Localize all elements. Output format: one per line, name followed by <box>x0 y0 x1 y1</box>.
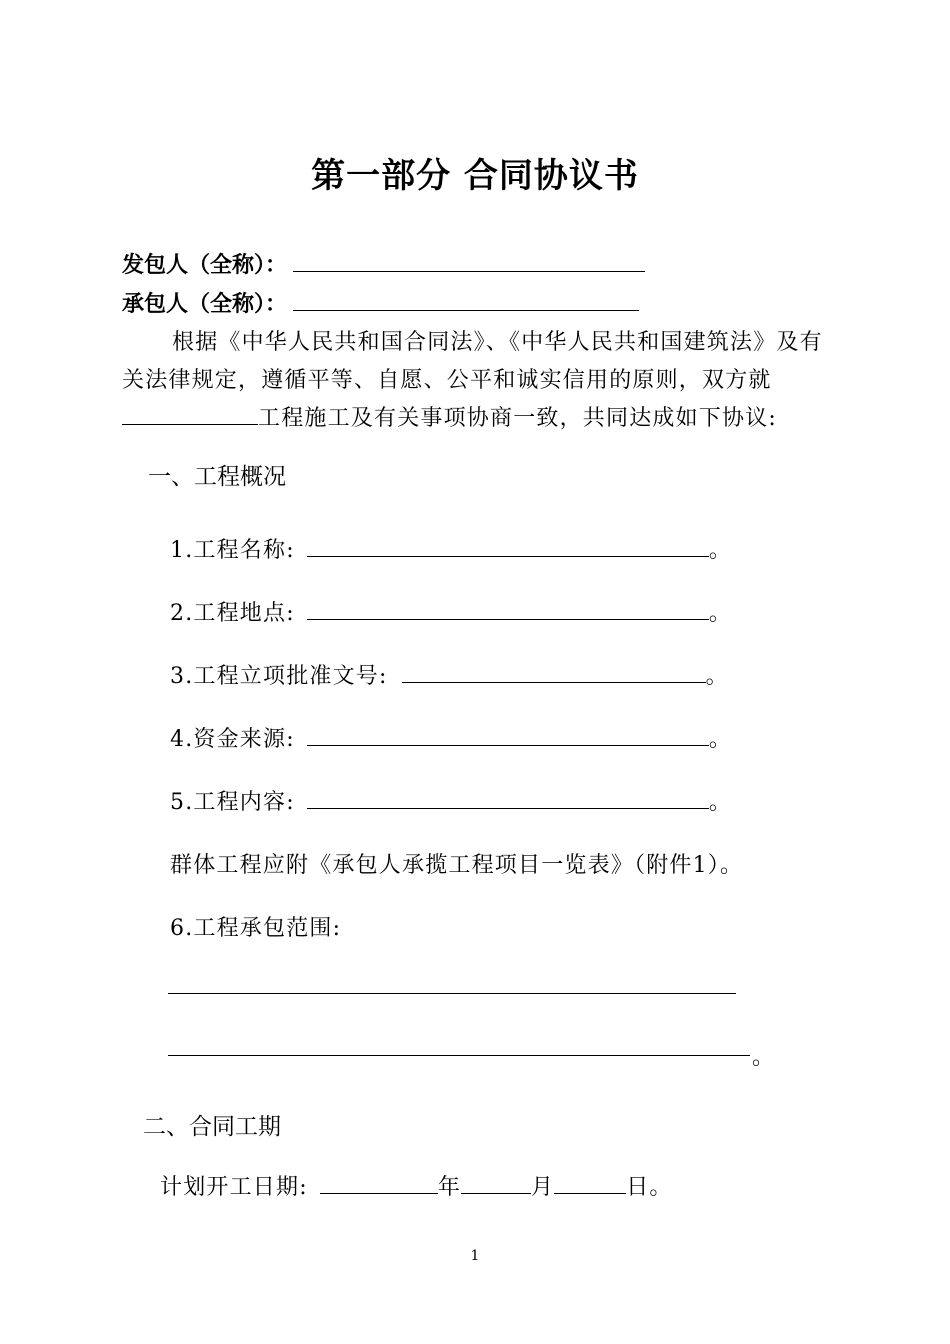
item-label: 1.工程名称: <box>170 538 295 563</box>
intro-line-1: 根据《中华人民共和国合同法》、《中华人民共和国建筑法》及有 <box>172 330 823 355</box>
employer-name-blank[interactable] <box>293 249 645 272</box>
item-label: 3.工程立项批准文号: <box>170 664 388 689</box>
year-label: 年 <box>437 1175 462 1200</box>
scope-blank-line-1[interactable] <box>168 993 736 994</box>
planned-start-date <box>160 1170 673 1201</box>
day-label: 日。 <box>626 1175 673 1200</box>
fund-source-field[interactable] <box>307 723 709 746</box>
item-end: 。 <box>708 727 733 752</box>
project-name-blank[interactable] <box>122 402 258 425</box>
approval-number-item <box>170 659 729 690</box>
item-end: 。 <box>705 664 729 689</box>
section-1-heading: 一、工程概况 <box>148 464 286 490</box>
page-number: 1 <box>470 1248 480 1264</box>
intro-line-3-text: 工程施工及有关事项协商一致，共同达成如下协议: <box>258 406 778 431</box>
item-label: 4.资金来源: <box>170 727 295 752</box>
month-label: 月 <box>531 1175 555 1200</box>
item-end: 。 <box>708 601 733 626</box>
item-label: 2.工程地点: <box>170 601 295 626</box>
fund-source-item <box>170 722 732 753</box>
item-end: 。 <box>708 790 733 815</box>
project-location-field[interactable] <box>307 597 709 620</box>
document-title: 第一部分 合同协议书 <box>311 156 639 196</box>
intro-line-3 <box>122 401 777 432</box>
intro-line-2: 关法律规定，遵循平等、自愿、公平和诚实信用的原则，双方就 <box>122 368 772 393</box>
project-name-item <box>170 533 732 564</box>
project-content-item <box>170 785 732 816</box>
section-2-heading: 二、合同工期 <box>143 1114 281 1140</box>
project-content-field[interactable] <box>307 786 709 809</box>
scope-blank-line-2[interactable] <box>168 1055 750 1056</box>
start-day-field[interactable] <box>554 1171 626 1194</box>
item-label: 5.工程内容: <box>170 790 295 815</box>
start-month-field[interactable] <box>461 1171 531 1194</box>
project-location-item <box>170 596 732 627</box>
group-project-note: 群体工程应附《承包人承揽工程项目一览表》（附件1）。 <box>170 853 744 878</box>
contractor-line <box>122 287 639 318</box>
employer-label: 发包人（全称）： <box>122 253 288 278</box>
contractor-name-blank[interactable] <box>293 288 639 311</box>
contractor-label: 承包人（全称）： <box>122 292 288 317</box>
approval-number-field[interactable] <box>402 660 706 683</box>
employer-line <box>122 248 645 279</box>
start-date-label: 计划开工日期: <box>160 1175 308 1200</box>
scope-label: 6.工程承包范围: <box>170 916 342 941</box>
scope-end-mark: 。 <box>752 1045 776 1070</box>
start-year-field[interactable] <box>320 1171 438 1194</box>
item-end: 。 <box>708 538 733 563</box>
project-name-field[interactable] <box>307 534 709 557</box>
